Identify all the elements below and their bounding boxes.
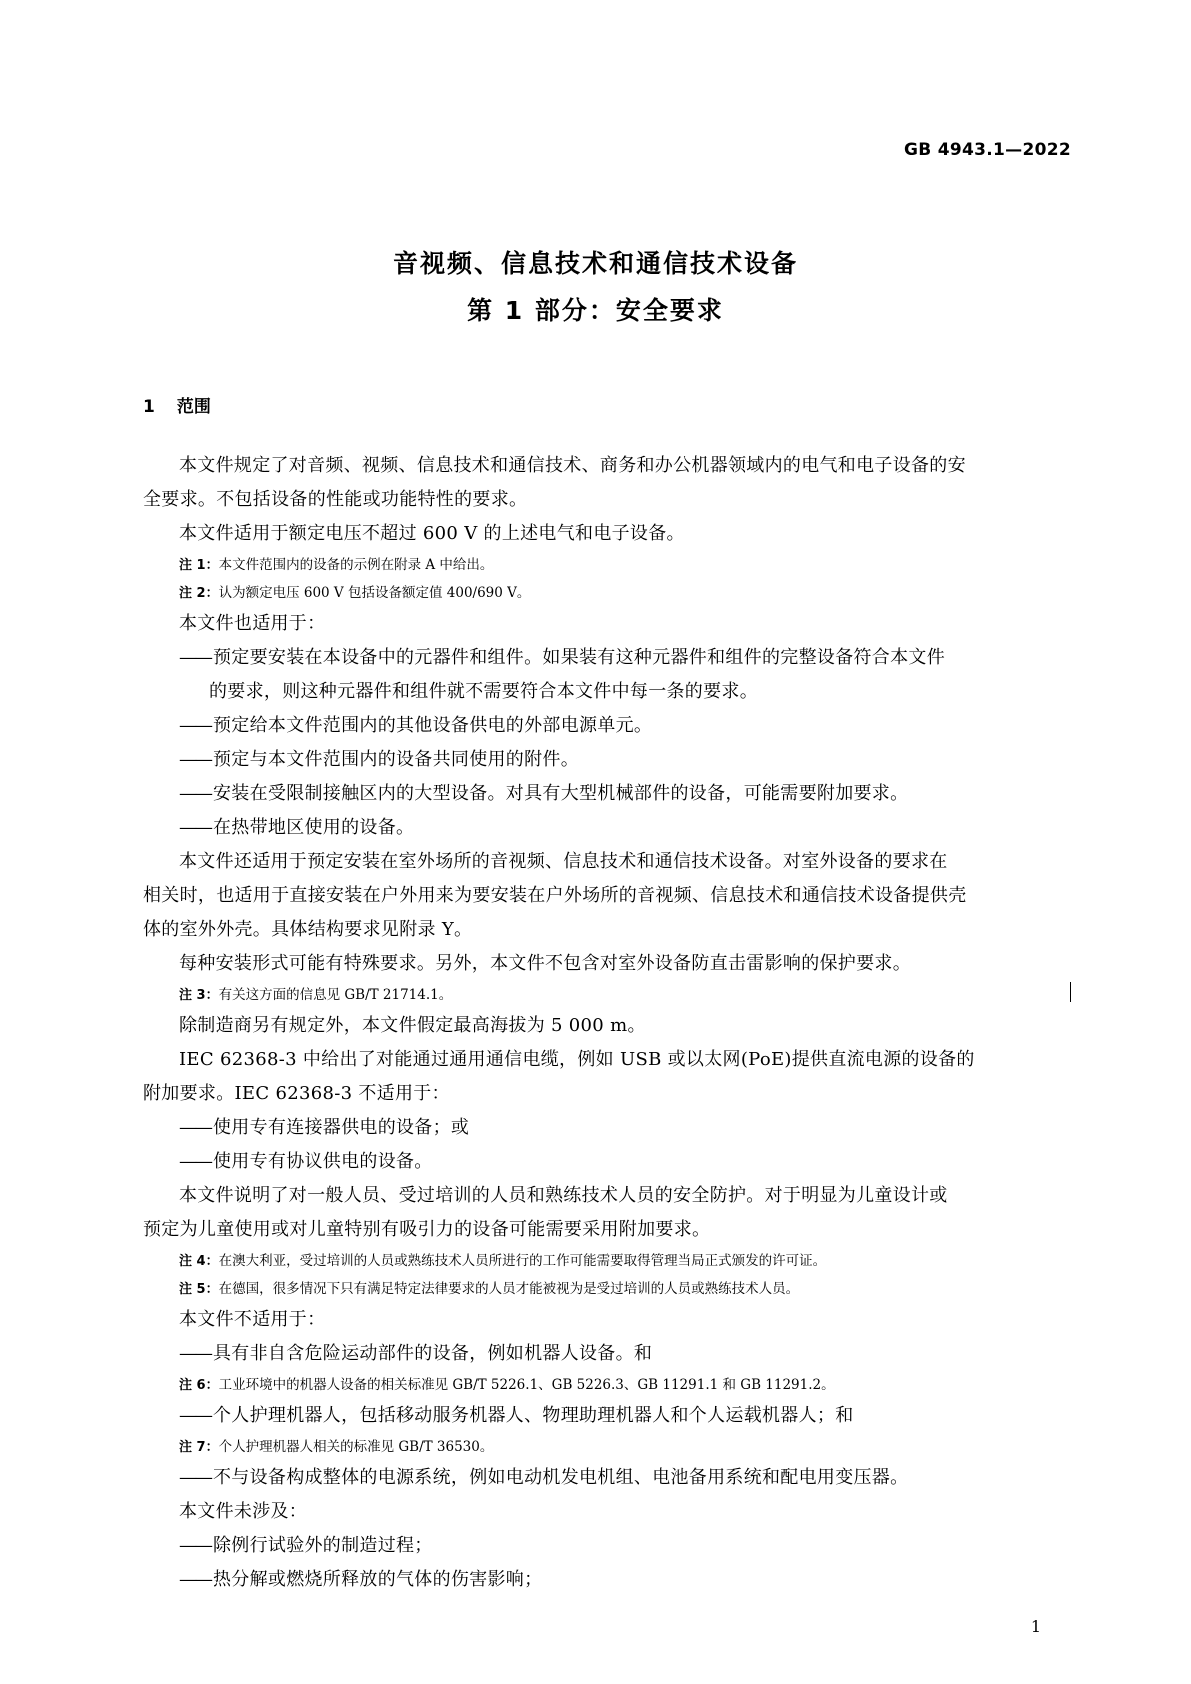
list-item [143, 1399, 1058, 1433]
list-item-text: 预定要安装在本设备中的元器件和组件。如果装有这种元器件和组件的完整设备符合本文件 [213, 647, 945, 668]
note [143, 1247, 1058, 1275]
paragraph: 本文件不适用于： [179, 1309, 326, 1330]
document-body [143, 449, 1058, 1597]
section-number: 1 [143, 397, 155, 417]
paragraph-continuation: 全要求。不包括设备的性能或功能特性的要求。 [143, 489, 528, 510]
list-item-text: 在热带地区使用的设备。 [213, 817, 415, 838]
note-text: 在澳大利亚，受过培训的人员或熟练技术人员所进行的工作可能需要取得管理当局正式颁发的许可证。 [218, 1253, 827, 1269]
list-item-text: 使用专有协议供电的设备。 [213, 1151, 433, 1172]
note-text: 认为额定电压 600 V 包括设备额定值 400/690 V。 [218, 585, 531, 601]
note [143, 981, 1058, 1009]
list-item [143, 743, 1058, 777]
list-dash: —— [179, 1151, 211, 1172]
list-item-text: 预定给本文件范围内的其他设备供电的外部电源单元。 [213, 715, 653, 736]
list-dash: —— [179, 715, 211, 736]
list-item [143, 777, 1058, 811]
list-item-text: 个人护理机器人，包括移动服务机器人、物理助理机器人和个人运载机器人；和 [213, 1405, 854, 1426]
list-item-continuation: 的要求，则这种元器件和组件就不需要符合本文件中每一条的要求。 [209, 681, 758, 702]
paragraph: 本文件说明了对一般人员、受过培训的人员和熟练技术人员的安全防护。对于明显为儿童设计或 [179, 1185, 948, 1206]
list-dash: —— [179, 647, 211, 668]
note [143, 551, 1058, 579]
paragraph: 除制造商另有规定外，本文件假定最高海拔为 5 000 m。 [179, 1015, 646, 1036]
list-dash: —— [179, 1343, 211, 1364]
list-dash: —— [179, 1535, 211, 1556]
paragraph: 本文件未涉及： [179, 1501, 308, 1522]
paragraph: 本文件也适用于： [179, 613, 326, 634]
list-item-text: 具有非自含危险运动部件的设备，例如机器人设备。和 [213, 1343, 653, 1364]
note-text: 本文件范围内的设备的示例在附录 A 中给出。 [218, 557, 494, 573]
list-item [143, 1563, 1058, 1597]
note-text: 工业环境中的机器人设备的相关标准见 GB/T 5226.1、GB 5226.3、GB 11291.1 和 GB 11291.2。 [218, 1377, 835, 1393]
note-label: 注 7： [179, 1440, 219, 1455]
list-item [143, 1529, 1058, 1563]
paragraph-continuation: 附加要求。IEC 62368-3 不适用于： [143, 1083, 450, 1104]
section-title: 范围 [176, 397, 211, 417]
list-dash: —— [179, 1405, 211, 1426]
paragraph: 本文件规定了对音频、视频、信息技术和通信技术、商务和办公机器领域内的电气和电子设备的安 [179, 455, 966, 476]
list-dash: —— [179, 1569, 211, 1590]
note [143, 1433, 1058, 1461]
paragraph: 本文件适用于额定电压不超过 600 V 的上述电气和电子设备。 [179, 523, 685, 544]
note [143, 1275, 1058, 1303]
paragraph: 本文件还适用于预定安装在室外场所的音视频、信息技术和通信技术设备。对室外设备的要求在 [179, 851, 948, 872]
note-label: 注 2： [179, 586, 219, 601]
list-item [143, 1337, 1058, 1371]
list-item-text: 不与设备构成整体的电源系统，例如电动机发电机组、电池备用系统和配电用变压器。 [213, 1467, 909, 1488]
list-dash: —— [179, 783, 211, 804]
list-dash: —— [179, 749, 211, 770]
note-text: 有关这方面的信息见 GB/T 21714.1。 [218, 987, 453, 1003]
list-item-text: 使用专有连接器供电的设备；或 [213, 1117, 470, 1138]
list-item-text: 除例行试验外的制造过程； [213, 1535, 433, 1556]
list-item [143, 1145, 1058, 1179]
list-item [143, 641, 1058, 675]
section-heading [143, 392, 211, 417]
note [143, 579, 1058, 607]
note-label: 注 6： [179, 1378, 219, 1393]
list-item-text: 安装在受限制接触区内的大型设备。对具有大型机械部件的设备，可能需要附加要求。 [213, 783, 909, 804]
note-text: 个人护理机器人相关的标准见 GB/T 36530。 [218, 1439, 494, 1455]
paragraph-continuation: 预定为儿童使用或对儿童特别有吸引力的设备可能需要采用附加要求。 [143, 1219, 711, 1240]
paragraph: IEC 62368-3 中给出了对能通过通用通信电缆，例如 USB 或以太网(PoE)提供直流电源的设备的 [179, 1049, 975, 1070]
list-item [143, 811, 1058, 845]
document-title-line-1: 音视频、信息技术和通信技术设备 [392, 249, 798, 278]
note-label: 注 1： [179, 558, 219, 573]
note-text: 在德国，很多情况下只有满足特定法律要求的人员才能被视为是受过培训的人员或熟练技术人员。 [218, 1281, 800, 1297]
list-item [143, 1461, 1058, 1495]
list-item-text: 预定与本文件范围内的设备共同使用的附件。 [213, 749, 579, 770]
standard-code: GB 4943.1—2022 [904, 140, 1071, 160]
list-item-text: 热分解或燃烧所释放的气体的伤害影响； [213, 1569, 543, 1590]
change-bar [1070, 982, 1071, 1002]
page-number: 1 [1030, 1617, 1041, 1636]
list-dash: —— [179, 1467, 211, 1488]
list-dash: —— [179, 817, 211, 838]
note-label: 注 5： [179, 1282, 219, 1297]
paragraph-continuation: 相关时，也适用于直接安装在户外用来为要安装在户外场所的音视频、信息技术和通信技术设备提供壳 [143, 885, 967, 906]
list-item [143, 709, 1058, 743]
note-label: 注 4： [179, 1254, 219, 1269]
paragraph-continuation: 体的室外外壳。具体结构要求见附录 Y。 [143, 919, 473, 940]
list-item [143, 1111, 1058, 1145]
list-dash: —— [179, 1117, 211, 1138]
note-label: 注 3： [179, 988, 219, 1003]
document-title-line-2: 第 1 部分：安全要求 [467, 296, 724, 325]
note [143, 1371, 1058, 1399]
paragraph: 每种安装形式可能有特殊要求。另外，本文件不包含对室外设备防直击雷影响的保护要求。 [179, 953, 911, 974]
